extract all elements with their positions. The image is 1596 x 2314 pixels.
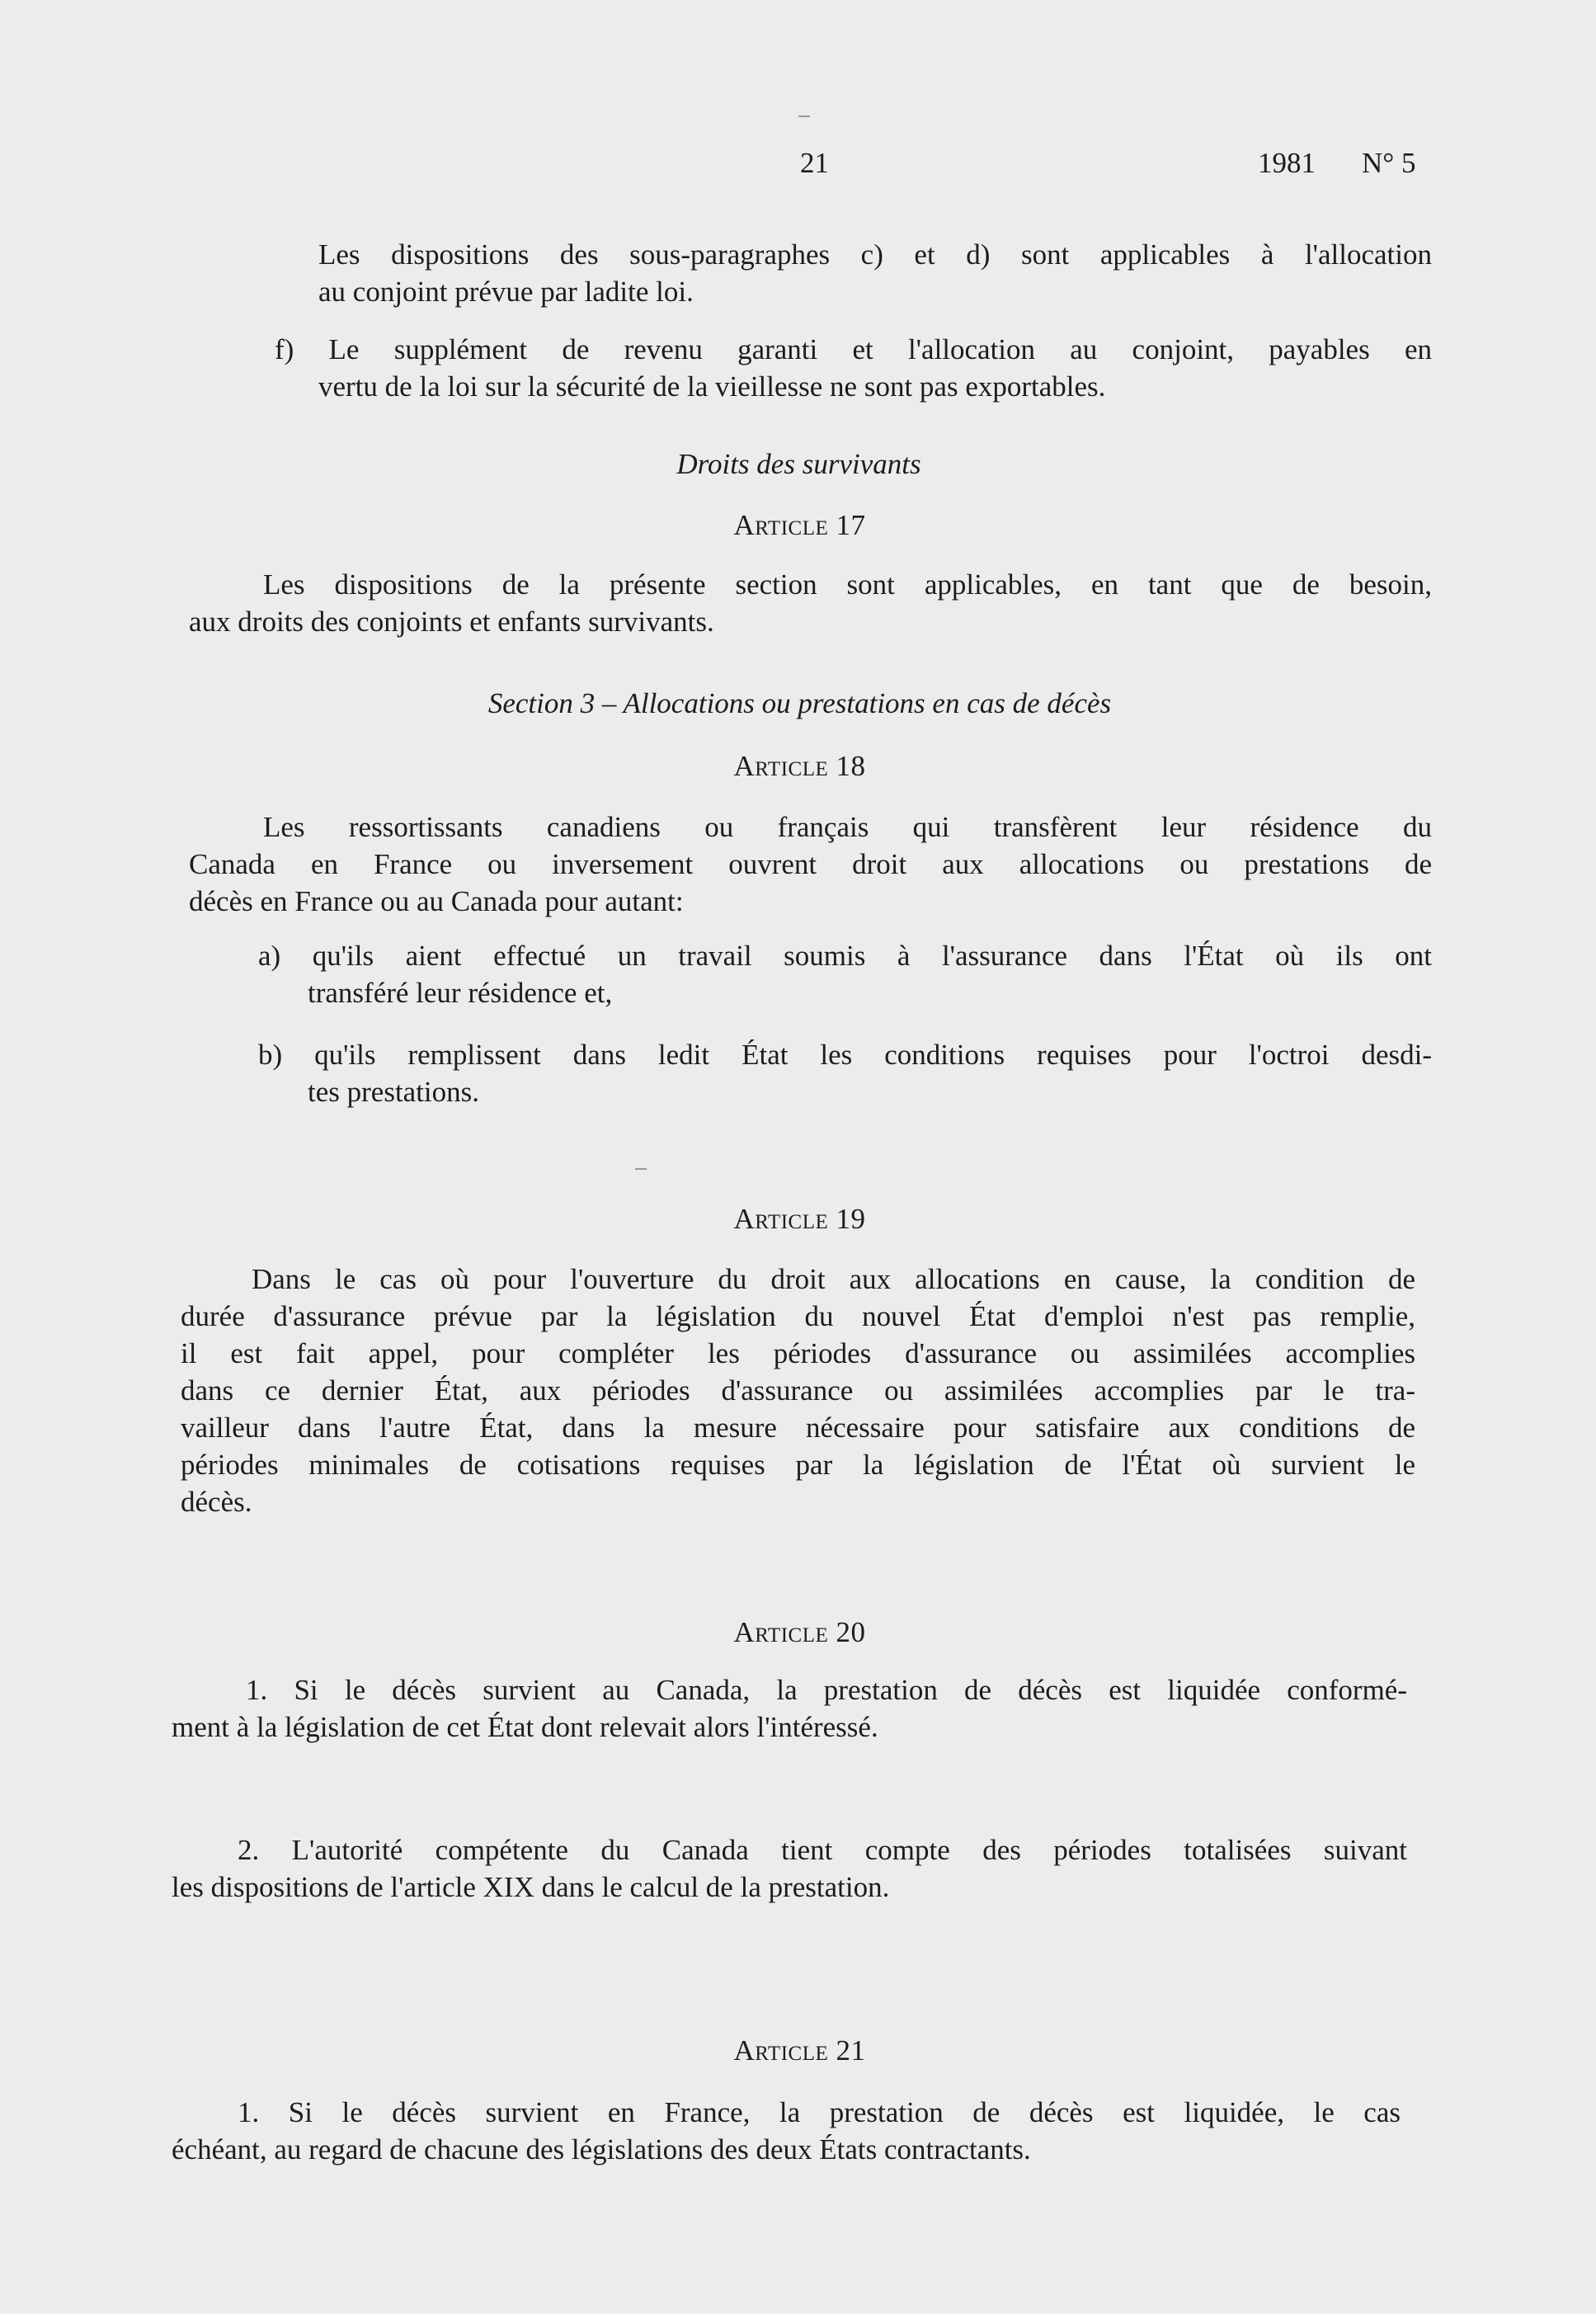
paragraph xyxy=(275,331,1432,405)
text-line: périodes minimales de cotisations requises par la législation de l'État où survient le xyxy=(181,1449,1415,1481)
issue-number: N° 5 xyxy=(1362,147,1416,179)
text-line: Dans le cas où pour l'ouverture du droit aux allocations en cause, la condition de xyxy=(252,1263,1415,1295)
article-heading: Article 21 xyxy=(733,2034,866,2067)
paragraph xyxy=(258,1036,1432,1110)
paragraph xyxy=(172,1831,1407,1906)
page-number: 21 xyxy=(800,147,829,179)
paragraph xyxy=(189,566,1432,640)
text-line: Les ressortissants canadiens ou français qui transfèrent leur résidence du xyxy=(263,811,1432,843)
margin-mark xyxy=(635,1168,647,1170)
text-line: 1. Si le décès survient en France, la prestation de décès est liquidée, le cas xyxy=(238,2096,1401,2128)
paragraph xyxy=(189,808,1432,920)
article-heading: Article 17 xyxy=(733,509,866,541)
text-line: vertu de la loi sur la sécurité de la vieillesse ne sont pas exportables. xyxy=(318,370,1106,403)
paragraph xyxy=(318,236,1432,310)
text-line: aux droits des conjoints et enfants survivants. xyxy=(189,606,714,638)
publication-year: 1981 xyxy=(1258,147,1316,179)
text-line: tes prestations. xyxy=(308,1076,480,1108)
article-heading: Article 20 xyxy=(733,1616,866,1648)
article-heading: Article 19 xyxy=(733,1203,866,1235)
text-line: a) qu'ils aient effectué un travail soumis à l'assurance dans l'État où ils ont xyxy=(258,940,1432,972)
paragraph xyxy=(172,2094,1401,2168)
paragraph xyxy=(258,937,1432,1011)
text-line: décès. xyxy=(181,1486,252,1518)
text-line: transféré leur résidence et, xyxy=(308,977,613,1009)
text-line: f) Le supplément de revenu garanti et l'allocation au conjoint, payables en xyxy=(275,333,1432,365)
text-line: décès en France ou au Canada pour autant: xyxy=(189,885,684,917)
text-line: il est fait appel, pour compléter les périodes d'assurance ou assimilées accomplies xyxy=(181,1337,1415,1369)
text-line: Canada en France ou inversement ouvrent droit aux allocations ou prestations de xyxy=(189,848,1432,880)
text-line: vailleur dans l'autre État, dans la mesure nécessaire pour satisfaire aux conditions de xyxy=(181,1411,1415,1444)
text-line: b) qu'ils remplissent dans ledit État les conditions requises pour l'octroi desdi- xyxy=(258,1039,1432,1071)
page-header xyxy=(0,147,1596,188)
text-line: durée d'assurance prévue par la législation du nouvel État d'emploi n'est pas remplie, xyxy=(181,1300,1415,1332)
paragraph xyxy=(172,1671,1407,1746)
margin-mark xyxy=(798,115,810,117)
section-heading: Section 3 – Allocations ou prestations en cas de décès xyxy=(487,687,1112,719)
text-line: au conjoint prévue par ladite loi. xyxy=(318,276,694,308)
text-line: Les dispositions des sous-paragraphes c) et d) sont applicables à l'allocation xyxy=(318,238,1432,271)
section-heading: Droits des survivants xyxy=(676,448,921,480)
text-line: dans ce dernier État, aux périodes d'assurance ou assimilées accomplies par le tra- xyxy=(181,1374,1415,1407)
text-line: 2. L'autorité compétente du Canada tient compte des périodes totalisées suivant xyxy=(238,1834,1407,1866)
text-line: 1. Si le décès survient au Canada, la prestation de décès est liquidée conformé- xyxy=(246,1674,1407,1706)
text-line: ment à la législation de cet État dont relevait alors l'intéressé. xyxy=(172,1711,878,1743)
article-heading: Article 18 xyxy=(733,750,866,782)
paragraph xyxy=(181,1261,1415,1520)
text-line: échéant, au regard de chacune des législations des deux États contractants. xyxy=(172,2133,1031,2166)
text-line: Les dispositions de la présente section sont applicables, en tant que de besoin, xyxy=(263,568,1432,601)
text-line: les dispositions de l'article XIX dans le calcul de la prestation. xyxy=(172,1871,890,1903)
